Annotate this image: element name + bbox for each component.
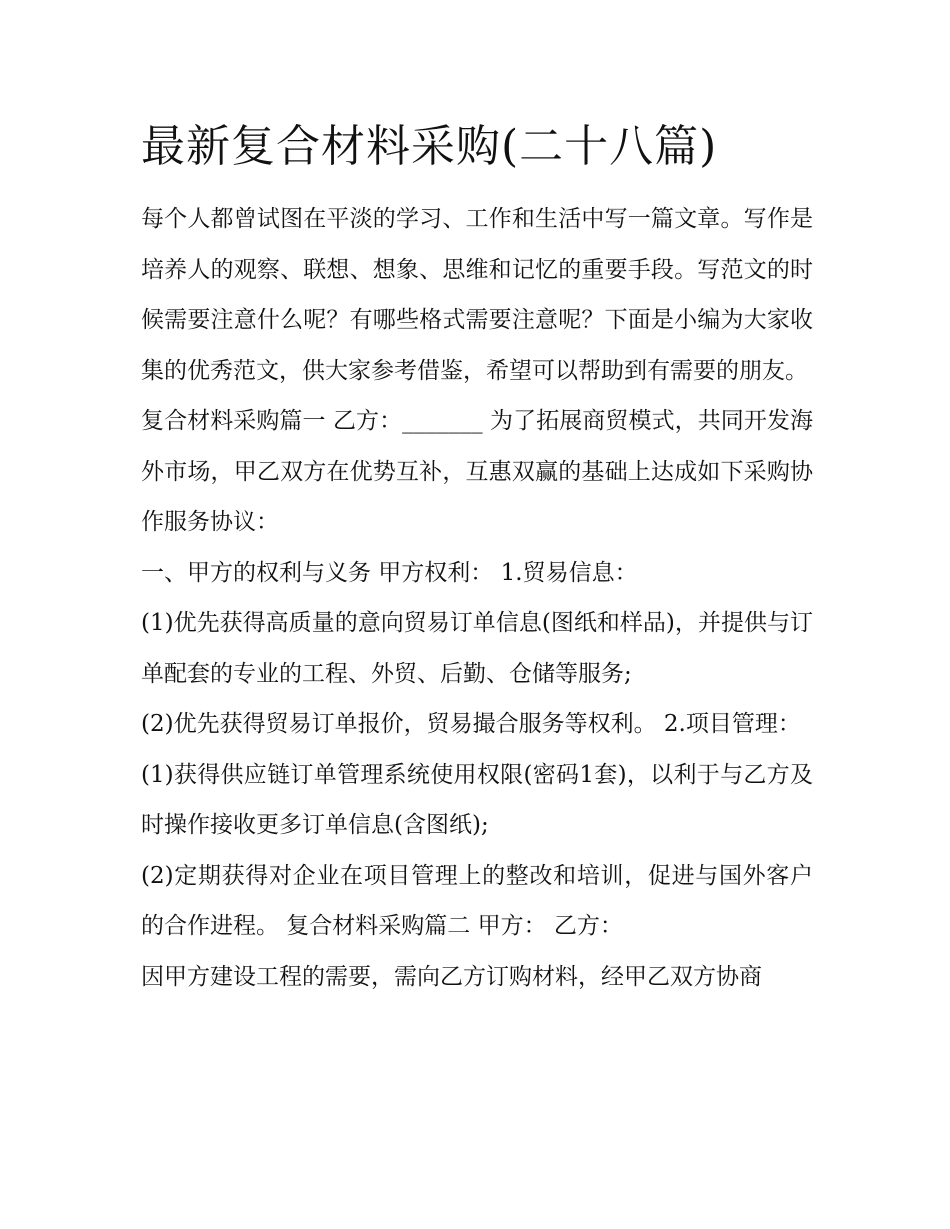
document-page	[141, 112, 813, 1002]
trade-info-item-1: (1)优先获得高质量的意向贸易订单信息(图纸和样品)，并提供与订单配套的专业的工程、外贸、后勤、仓储等服务;	[141, 610, 813, 687]
intro-paragraph: 每个人都曾试图在平淡的学习、工作和生活中写一篇文章。写作是培养人的观察、联想、想象、思维和记忆的重要手段。写范文的时候需要注意什么呢？有哪些格式需要注意呢？下面是小编为大家收集的优秀范文，供大家参考借鉴，希望可以帮助到有需要的朋友。	[141, 206, 813, 384]
trade-info-item-2: (2)优先获得贸易订单报价，贸易撮合服务等权利。 2.项目管理：	[141, 711, 801, 737]
section-one-paragraph: 复合材料采购篇一 乙方：_______ 为了拓展商贸模式，共同开发海外市场，甲乙双方在优势互补，互惠双赢的基础上达成如下采购协作服务协议：	[141, 408, 813, 535]
party-a-rights-heading: 一、甲方的权利与义务 甲方权利： 1.贸易信息：	[141, 559, 638, 586]
section-two-paragraph: 因甲方建设工程的需要，需向乙方订购材料，经甲乙双方协商	[141, 963, 762, 990]
document-title: 最新复合材料采购(二十八篇)	[141, 121, 718, 172]
project-mgmt-item-1: (1)获得供应链订单管理系统使用权限(密码1套)，以利于与乙方及时操作接收更多订单信息(含图纸);	[141, 761, 813, 838]
project-mgmt-item-2: (2)定期获得对企业在项目管理上的整改和培训，促进与国外客户的合作进程。 复合材料采购篇二 甲方： 乙方：	[141, 862, 813, 939]
